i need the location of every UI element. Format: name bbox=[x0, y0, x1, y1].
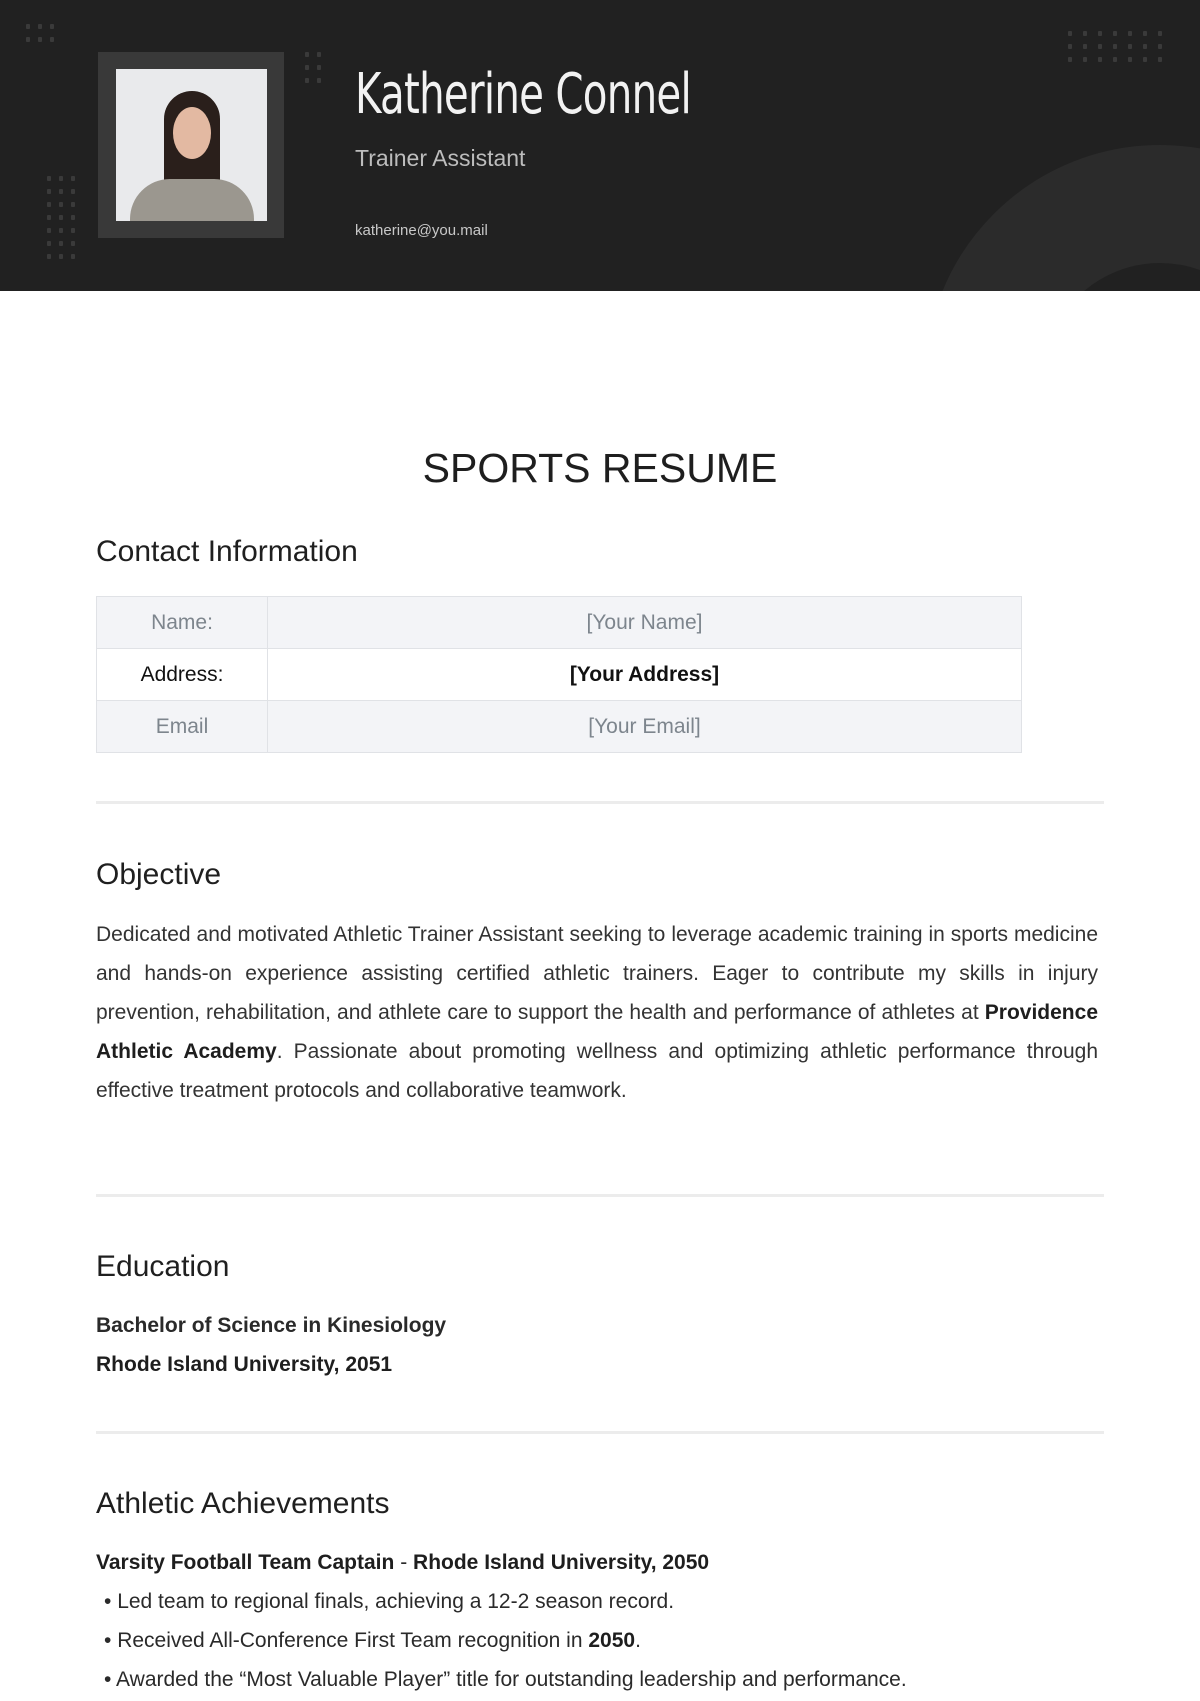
divider bbox=[96, 1194, 1104, 1197]
separator: - bbox=[394, 1551, 414, 1574]
divider bbox=[96, 801, 1104, 804]
achievement-school: Rhode Island University bbox=[413, 1551, 651, 1574]
list-item: • Awarded the “Most Valuable Player” title for outstanding leadership and performance. bbox=[104, 1668, 907, 1691]
candidate-role: Trainer Assistant bbox=[355, 145, 526, 171]
candidate-name: Katherine Connel bbox=[355, 62, 691, 127]
achievement-title bbox=[96, 1551, 709, 1575]
education-degree: Bachelor of Science in Kinesiology bbox=[96, 1314, 447, 1337]
bullet-text: . bbox=[635, 1629, 641, 1652]
bullet-text: Awarded the “Most Valuable Player” title for outstanding leadership and performance. bbox=[116, 1668, 907, 1691]
document-title: SPORTS RESUME bbox=[422, 445, 778, 491]
table-row bbox=[97, 597, 1022, 649]
contact-heading: Contact Information bbox=[96, 535, 358, 568]
bullet-bold: 2050 bbox=[588, 1629, 636, 1652]
achievement-role: Varsity Football Team Captain bbox=[96, 1551, 395, 1574]
objective-text-part: Dedicated and motivated Athletic Trainer Assistant seeking to leverage academic training in sports medicine and hands-on experience assisting certified athletic trainers. Eager to contribute my skills in injury prevention, rehabilitation, and athlete care to support the health and performance of athletes at bbox=[96, 923, 1098, 1024]
decorative-dots bbox=[1068, 31, 1162, 62]
bullet-text: Received All-Conference First Team recognition in bbox=[117, 1629, 589, 1652]
education-year: , 2051 bbox=[333, 1353, 393, 1376]
row-value: [Your Name] bbox=[268, 597, 1022, 649]
decorative-dots bbox=[26, 24, 54, 42]
decorative-dots bbox=[305, 52, 321, 83]
candidate-email: katherine@you.mail bbox=[355, 222, 488, 239]
row-value: [Your Address] bbox=[268, 649, 1022, 701]
education-heading: Education bbox=[96, 1250, 230, 1283]
row-label: Address: bbox=[97, 649, 268, 701]
achievement-year: , 2050 bbox=[650, 1551, 710, 1574]
profile-photo-frame bbox=[98, 52, 284, 238]
resume-header bbox=[0, 0, 1200, 291]
row-label: Email bbox=[97, 701, 268, 753]
contact-table bbox=[96, 596, 1022, 753]
list-item: • Received All-Conference First Team recognition in 2050. bbox=[104, 1629, 641, 1652]
row-value: [Your Email] bbox=[268, 701, 1022, 753]
table-row bbox=[97, 649, 1022, 701]
table-row bbox=[97, 701, 1022, 753]
profile-photo bbox=[116, 69, 267, 221]
objective-text-part: . Passionate about promoting wellness and optimizing athletic performance through effective treatment protocols and collaborative teamwork. bbox=[96, 1040, 1098, 1102]
objective-heading: Objective bbox=[96, 858, 222, 891]
bullet-text: Led team to regional finals, achieving a 12-2 season record. bbox=[117, 1590, 675, 1613]
list-item: • Led team to regional finals, achieving a 12-2 season record. bbox=[104, 1590, 675, 1613]
divider bbox=[96, 1431, 1104, 1434]
decorative-arc bbox=[925, 145, 1200, 291]
row-label: Name: bbox=[97, 597, 268, 649]
objective-company: Providence Athletic Academy bbox=[96, 1001, 1098, 1063]
achievements-heading: Athletic Achievements bbox=[96, 1487, 390, 1520]
objective-text bbox=[96, 915, 1098, 1110]
education-school: Rhode Island University bbox=[96, 1353, 334, 1376]
decorative-dots bbox=[47, 176, 75, 259]
education-school-line bbox=[96, 1353, 392, 1377]
